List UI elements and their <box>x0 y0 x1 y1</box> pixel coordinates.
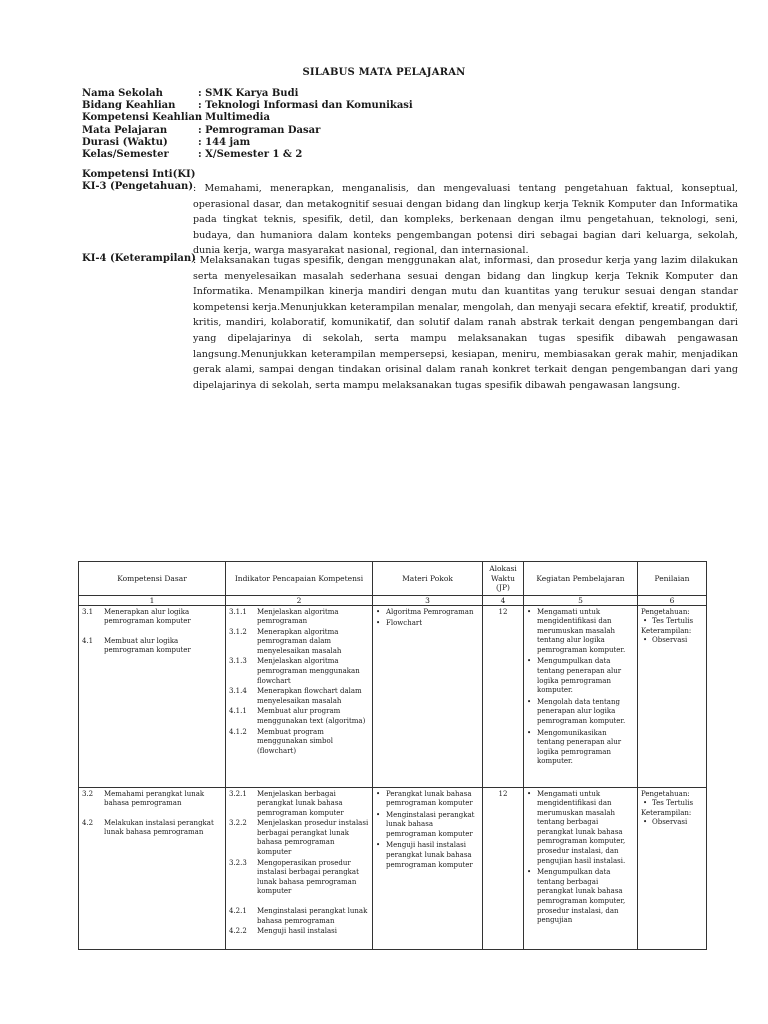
indikator-text: Mengoperasikan prosedur instalasi berbagai perangkat lunak bahasa pemrograman komputer <box>257 858 359 896</box>
indikator-item <box>229 927 369 937</box>
bullet-icon: • <box>376 841 381 850</box>
indikator-item <box>229 608 369 627</box>
header-materi-pokok: Materi Pokok <box>373 562 483 596</box>
indikator-number: 3.1.4 <box>229 687 247 696</box>
header-kegiatan: Kegiatan Pembelajaran <box>524 562 638 596</box>
column-number: 4 <box>483 595 524 605</box>
bullet-icon: • <box>643 636 648 645</box>
kd-cell <box>79 787 226 949</box>
bullet-icon: • <box>376 789 381 798</box>
kegiatan-cell <box>524 787 638 949</box>
indikator-item <box>229 707 369 726</box>
identity-key: Durasi (Waktu) <box>82 136 168 148</box>
indikator-item <box>229 819 369 857</box>
kd-text: Memahami perangkat lunak bahasa pemrograman <box>104 789 205 808</box>
bullet-icon: • <box>527 607 532 616</box>
identity-key: Kompetensi Keahlian <box>82 112 203 124</box>
kegiatan-text: Mengolah data tentang penerapan alur logika pemrograman komputer. <box>537 697 626 726</box>
table-row <box>79 605 707 787</box>
indikator-number: 4.2.2 <box>229 927 247 936</box>
kd-item <box>82 637 222 656</box>
bullet-icon: • <box>643 799 648 808</box>
bullet-icon: • <box>527 657 532 666</box>
indikator-number: 4.2.1 <box>229 907 247 916</box>
indikator-cell <box>226 605 373 787</box>
indikator-text: Menerapkan algoritma pemrograman dalam menyelesaikan masalah <box>257 627 342 655</box>
indikator-cell <box>226 787 373 949</box>
penilaian-tes: Tes Tertulis <box>652 799 694 808</box>
table-row <box>79 787 707 949</box>
column-number: 3 <box>373 595 483 605</box>
header-indikator: Indikator Pencapaian Kompetensi <box>226 562 373 596</box>
page-title: SILABUS MATA PELAJARAN <box>302 67 466 78</box>
kegiatan-text: Mengumpulkan data tentang penerapan alur logika pemrograman komputer. <box>537 657 622 695</box>
indikator-text: Menjelaskan algoritma pemrograman <box>257 607 339 626</box>
materi-item <box>376 811 479 840</box>
kd-text: Melakukan instalasi perangkat lunak bahasa pemrograman <box>104 818 214 837</box>
identity-row <box>82 149 413 161</box>
alokasi-cell: 12 <box>483 787 524 949</box>
indikator-item <box>229 657 369 686</box>
indikator-number: 3.1.3 <box>229 657 247 666</box>
indikator-number: 4.1.1 <box>229 707 247 716</box>
materi-item <box>376 790 479 809</box>
kd-item <box>82 790 222 809</box>
identity-row <box>82 100 413 112</box>
bullet-icon: • <box>527 728 532 737</box>
ki4-text: : Melaksanakan tugas spesifik, dengan menggunakan alat, informasi, dan prosedur kerja yang lazim dilakukan serta menyelesaikan masalah sederhana sesuai dengan bidang dan lingkup kerja Teknik Komputer dan Informatika. Menampilkan kinerja mandiri dengan mutu dan kuantitas yang terukur sesuai dengan standar kompetensi kerja.Menunjukkan keterampilan menalar, mengolah, dan menyaji secara efektif, kreatif, produktif, kritis, mandiri, kolaboratif, komunikatif, dan solutif dalam ranah abstrak terkait dengan pengembangan dari yang dipelajarinya di sekolah, serta mampu melaksanakan tugas spesifik dibawah pengawasan langsung.Menunjukkan keterampilan mempersepsi, kesiapan, meniru, membiasakan gerak mahir, menjadikan gerak alami, sampai dengan tindakan orisinal dalam ranah konkret terkait dengan pengembangan dari yang dipelajarinya di sekolah, serta mampu melaksanakan tugas spesifik dibawah pengawasan langsung. <box>193 255 738 391</box>
ki4-block <box>82 253 738 393</box>
kd-text: Membuat alur logika pemrograman komputer <box>104 636 191 655</box>
penilaian-cell <box>638 787 707 949</box>
ki3-block <box>82 181 738 259</box>
penilaian-keterampilan-label: Keterampilan: <box>641 626 692 635</box>
identity-key: Mata Pelajaran <box>82 124 168 136</box>
bullet-icon: • <box>527 697 532 706</box>
indikator-number: 3.1.2 <box>229 627 247 636</box>
kegiatan-item <box>527 698 634 727</box>
penilaian-observasi: Observasi <box>652 636 688 645</box>
indikator-number: 3.2.2 <box>229 819 247 828</box>
materi-text: Flowchart <box>386 619 423 628</box>
identity-key: Bidang Keahlian <box>82 100 176 112</box>
identity-value: : Multimedia <box>198 112 270 124</box>
penilaian-item <box>641 818 703 828</box>
kegiatan-text: Mengumpulkan data tentang berbagai perangkat lunak bahasa pemrograman komputer, prosedur instalasi, dan pengujian <box>537 868 626 925</box>
materi-item <box>376 841 479 870</box>
bullet-icon: • <box>643 818 648 827</box>
kegiatan-item <box>527 729 634 767</box>
bullet-icon: • <box>376 810 381 819</box>
kegiatan-item <box>527 868 634 926</box>
materi-text: Algoritma Pemrograman <box>386 607 474 616</box>
header-kompetensi-dasar: Kompetensi Dasar <box>79 562 226 596</box>
indikator-text: Menjelaskan prosedur instalasi berbagai perangkat lunak bahasa pemrograman komputer <box>257 819 369 857</box>
indikator-text: Menjelaskan berbagai perangkat lunak bahasa pemrograman komputer <box>257 789 344 817</box>
identity-value: : Pemrograman Dasar <box>198 124 321 136</box>
identity-row <box>82 125 413 137</box>
ki3-text: : Memahami, menerapkan, menganalisis, dan mengevaluasi tentang pengetahuan faktual, konseptual, operasional dasar, dan metakognitif sesuai dengan bidang dan lingkup kerja Teknik Komputer dan Informatika pada tingkat teknis, spesifik, detil, dan kompleks, berkenaan dengan ilmu pengetahuan, teknologi, seni, budaya, dan humaniora dalam konteks pengembangan potensi diri sebagai bagian dari keluarga, sekolah, dunia kerja, warga masyarakat nasional, regional, dan internasional. <box>193 183 738 257</box>
penilaian-item <box>641 636 703 646</box>
materi-text: Menginstalasi perangkat lunak bahasa pemrograman komputer <box>386 810 475 838</box>
indikator-item <box>229 628 369 657</box>
identity-value: : SMK Karya Budi <box>198 88 299 99</box>
kd-item <box>82 608 222 627</box>
bullet-icon: • <box>376 607 381 616</box>
kegiatan-item <box>527 790 634 867</box>
materi-item <box>376 608 479 618</box>
bullet-icon: • <box>527 789 532 798</box>
kd-number: 3.1 <box>82 607 94 616</box>
indikator-text: Membuat alur program menggunakan text (algoritma) <box>257 707 366 726</box>
kd-cell <box>79 605 226 787</box>
indikator-item <box>229 907 369 926</box>
table-number-row <box>79 595 707 605</box>
identity-value: : X/Semester 1 & 2 <box>198 148 303 160</box>
identity-key: Kelas/Semester <box>82 148 169 160</box>
indikator-text: Menerapkan flowchart dalam menyelesaikan masalah <box>257 687 362 705</box>
ki-heading: Kompetensi Inti(KI) <box>82 169 196 180</box>
materi-cell <box>373 787 483 949</box>
penilaian-pengetahuan-label: Pengetahuan: <box>641 607 690 616</box>
indikator-item <box>229 790 369 819</box>
column-number: 5 <box>524 595 638 605</box>
penilaian-tes: Tes Tertulis <box>652 617 694 626</box>
column-number: 2 <box>226 595 373 605</box>
kegiatan-cell <box>524 605 638 787</box>
syllabus-table <box>78 561 707 950</box>
penilaian-pengetahuan-label: Pengetahuan: <box>641 789 690 798</box>
kd-number: 3.2 <box>82 789 94 798</box>
alokasi-cell: 12 <box>483 605 524 787</box>
kegiatan-item <box>527 608 634 656</box>
identity-value: : Teknologi Informasi dan Komunikasi <box>198 100 413 112</box>
kegiatan-text: Mengamati untuk mengidentifikasi dan merumuskan masalah tentang alur logika pemrograman komputer. <box>537 607 626 654</box>
column-number: 6 <box>638 595 707 605</box>
indikator-number: 4.1.2 <box>229 727 247 736</box>
indikator-text: Menginstalasi perangkat lunak bahasa pemrograman <box>257 907 368 925</box>
kd-text: Menerapkan alur logika pemrograman komputer <box>104 607 191 626</box>
ki3-label: KI-3 (Pengetahuan) <box>82 181 194 192</box>
identity-value: : 144 jam <box>198 136 251 148</box>
column-number: 1 <box>79 595 226 605</box>
kegiatan-text: Mengamati untuk mengidentifikasi dan merumuskan masalah tentang berbagai perangkat lunak bahasa pemrograman komputer, prosedur instalasi, dan pengujian hasil instalasi. <box>537 789 626 865</box>
indikator-item <box>229 859 369 897</box>
penilaian-cell <box>638 605 707 787</box>
indikator-text: Menjelaskan algoritma pemrograman menggunakan flowchart <box>257 657 360 685</box>
bullet-icon: • <box>376 619 381 628</box>
penilaian-keterampilan-label: Keterampilan: <box>641 808 692 817</box>
identity-block <box>82 88 413 161</box>
identity-row <box>82 88 413 100</box>
kegiatan-item <box>527 657 634 695</box>
kd-item <box>82 819 222 838</box>
ki4-label: KI-4 (Keterampilan) <box>82 253 196 264</box>
indikator-item <box>229 687 369 706</box>
penilaian-observasi: Observasi <box>652 818 688 827</box>
materi-text: Menguji hasil instalasi perangkat lunak bahasa pemrograman komputer <box>386 841 473 869</box>
header-alokasi-waktu: Alokasi Waktu (JP) <box>483 562 524 596</box>
indikator-item <box>229 728 369 757</box>
indikator-text: Menguji hasil instalasi <box>257 927 337 936</box>
indikator-text: Membuat program menggunakan simbol (flowchart) <box>257 727 333 755</box>
kd-number: 4.2 <box>82 818 94 827</box>
indikator-number: 3.2.1 <box>229 789 247 798</box>
identity-key: Nama Sekolah <box>82 88 163 99</box>
identity-row <box>82 137 413 149</box>
bullet-icon: • <box>527 868 532 877</box>
materi-item <box>376 619 479 629</box>
header-penilaian: Penilaian <box>638 562 707 596</box>
indikator-number: 3.2.3 <box>229 858 247 867</box>
identity-row <box>82 112 413 124</box>
table-header-row <box>79 562 707 596</box>
materi-text: Perangkat lunak bahasa pemrograman komputer <box>386 789 473 808</box>
indikator-number: 3.1.1 <box>229 607 247 616</box>
kd-number: 4.1 <box>82 636 94 645</box>
materi-cell <box>373 605 483 787</box>
penilaian-item <box>641 799 703 809</box>
bullet-icon: • <box>643 617 648 626</box>
penilaian-item <box>641 617 703 627</box>
kegiatan-text: Mengomunikasikan tentang penerapan alur logika pemrograman komputer. <box>537 728 622 766</box>
